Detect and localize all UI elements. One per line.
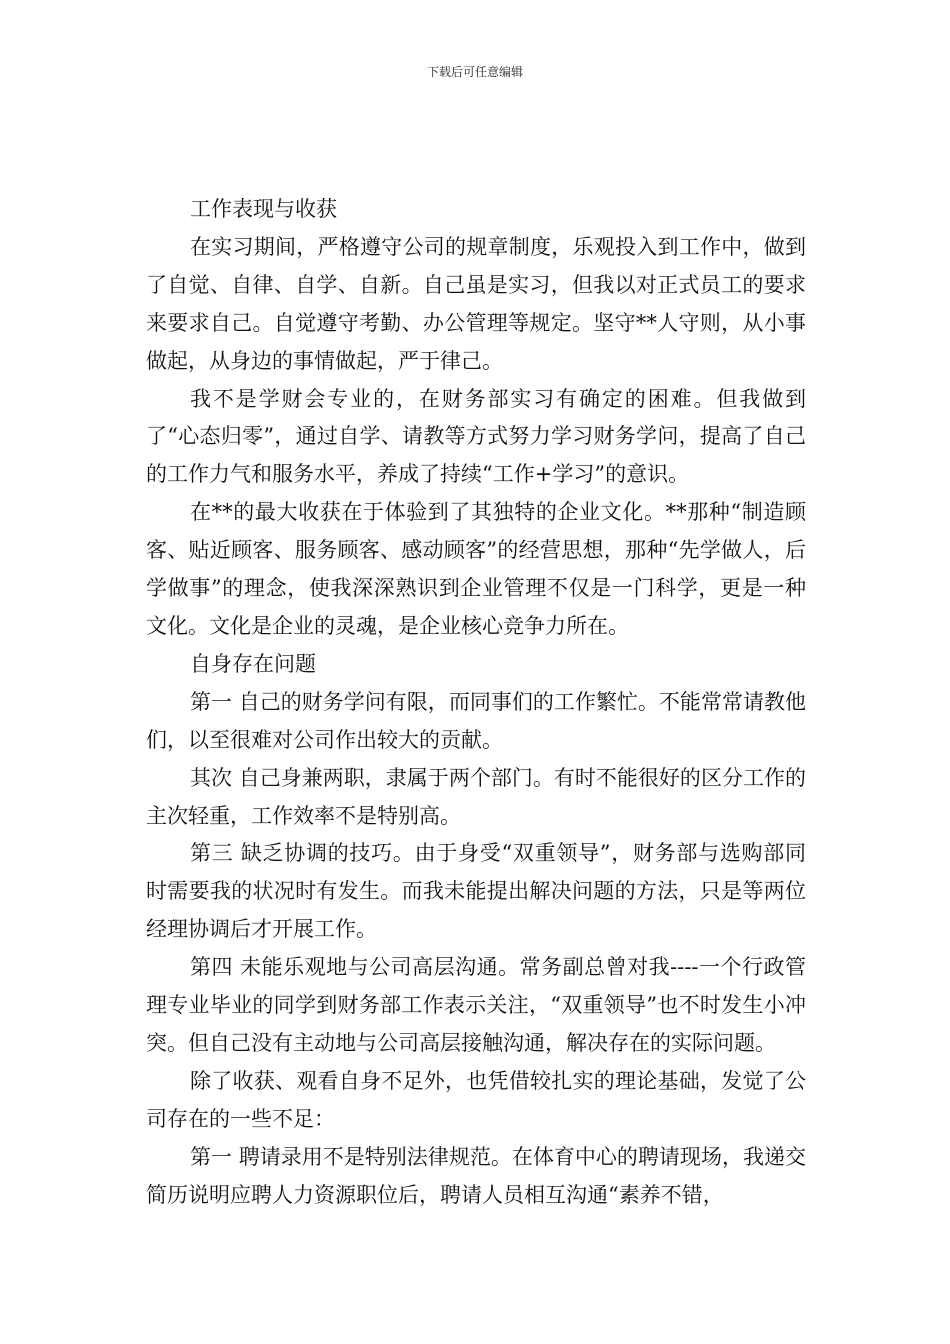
paragraph: 第一 自己的财务学问有限，而同事们的工作繁忙。不能常常请教他们，以至很难对公司作出较大的贡献。: [146, 689, 806, 752]
paragraph: 其次 自己身兼两职，隶属于两个部门。有时不能很好的区分工作的主次轻重，工作效率不是特别高。: [146, 765, 806, 828]
paragraph: 除了收获、观看自身不足外，也凭借较扎实的理论基础，发觉了公司存在的一些不足：: [146, 1068, 806, 1131]
paragraph: 第四 未能乐观地与公司高层沟通。常务副总曾对我----一个行政管理专业毕业的同学到财务部工作表示关注，“双重领导”也不时发生小冲突。但自己没有主动地与公司高层接触沟通，解决存在的实际问题。: [146, 955, 806, 1055]
paragraph: 在**的最大收获在于体验到了其独特的企业文化。**那种“制造顾客、贴近顾客、服务顾客、感动顾客”的经营思想，那种“先学做人，后学做事”的理念，使我深深熟识到企业管理不仅是一门科学，更是一种文化。文化是企业的灵魂，是企业核心竞争力所在。: [146, 500, 806, 638]
section-heading-problems: 自身存在问题: [190, 651, 316, 676]
paragraph: 第一 聘请录用不是特别法律规范。在体育中心的聘请现场，我递交简历说明应聘人力资源职位后，聘请人员相互沟通“素养不错，: [146, 1144, 806, 1207]
paragraph: 我不是学财会专业的，在财务部实习有确定的困难。但我做到了“心态归零”，通过自学、请教等方式努力学习财务学问，提高了自己的工作力气和服务水平，养成了持续“工作+学习”的意识。: [146, 386, 806, 487]
document-body: [146, 191, 806, 1214]
section-heading-performance: 工作表现与收获: [190, 197, 337, 221]
paragraph: 第三 缺乏协调的技巧。由于身受“双重领导”，财务部与选购部同时需要我的状况时有发生。而我未能提出解决问题的方法，只是等两位经理协调后才开展工作。: [146, 841, 806, 942]
paragraph: 在实习期间，严格遵守公司的规章制度，乐观投入到工作中，做到了自觉、自律、自学、自新。自己虽是实习，但我以对正式员工的要求来要求自己。自觉遵守考勤、办公管理等规定。坚守**人守则，从小事做起，从身边的事情做起，严于律己。: [146, 234, 806, 373]
page-header: 下载后可任意编辑: [426, 65, 523, 79]
